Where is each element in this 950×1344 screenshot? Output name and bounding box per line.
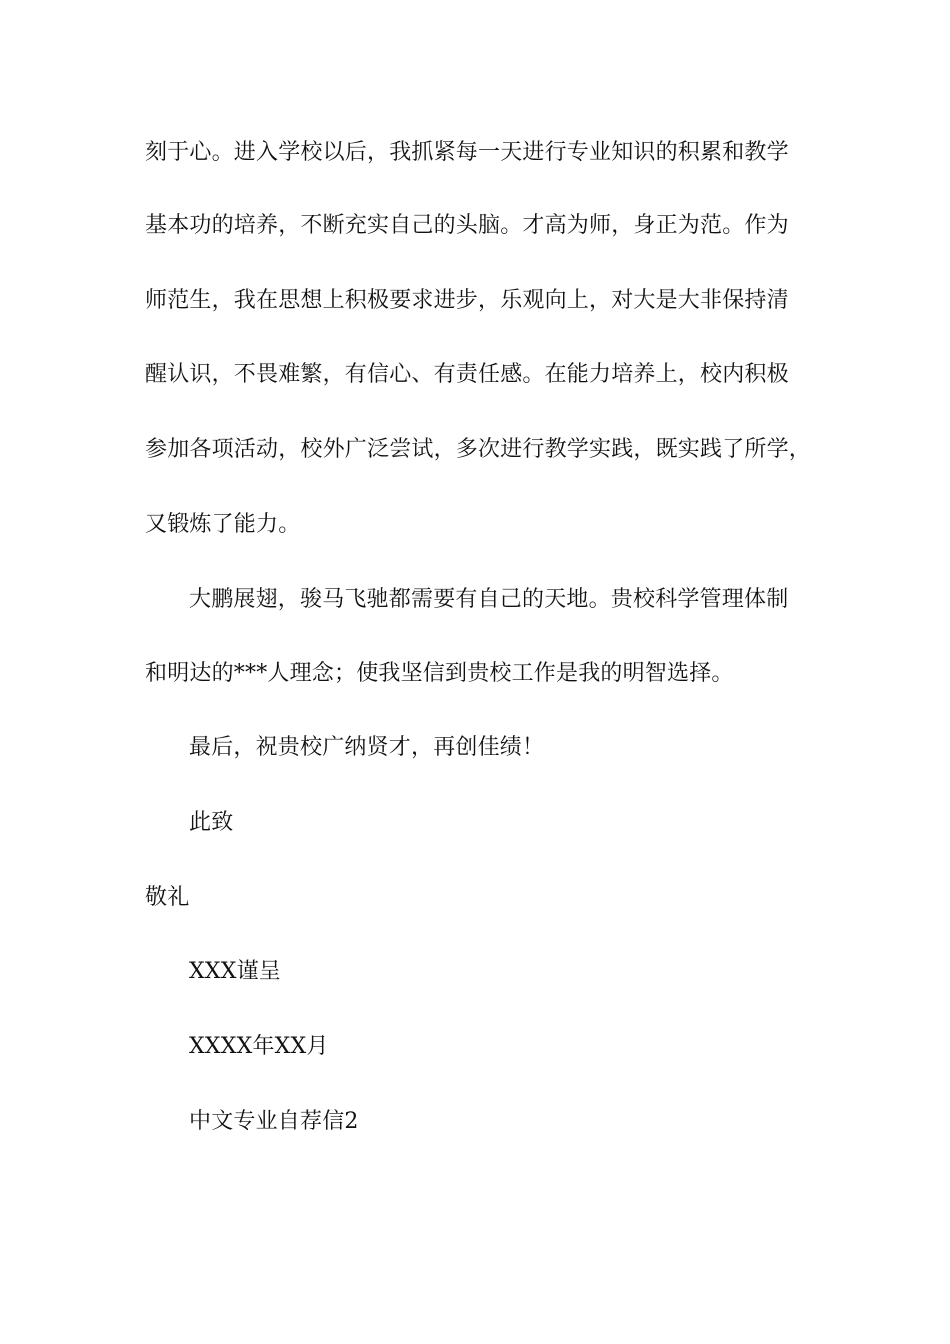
paragraph-line-2: 基本功的培养，不断充实自己的头脑。才高为师，身正为范。作为 [145,213,789,238]
paragraph-line-3: 师范生，我在思想上积极要求进步，乐观向上，对大是大非保持清 [145,288,789,313]
closing-wish: 最后，祝贵校广纳贤才，再创佳绩！ [189,735,545,760]
salutation-jing-li: 敬礼 [145,885,190,910]
salutation-ci-zhi: 此致 [189,810,234,835]
date-line: XXXX年XX月 [189,1034,329,1059]
signature: XXX谨呈 [189,959,281,984]
paragraph-line-5: 参加各项活动，校外广泛尝试，多次进行教学实践，既实践了所学， [145,437,812,462]
paragraph-line-7: 大鹏展翅，骏马飞驰都需要有自己的天地。贵校科学管理体制 [189,587,789,612]
paragraph-line-4: 醒认识，不畏难繁，有信心、有责任感。在能力培养上，校内积极 [145,362,789,387]
next-section-title: 中文专业自荐信2 [189,1109,359,1134]
paragraph-line-6: 又锻炼了能力。 [145,512,301,537]
paragraph-line-1: 刻于心。进入学校以后，我抓紧每一天进行专业知识的积累和教学 [145,140,789,165]
paragraph-line-8: 和明达的***人理念；使我坚信到贵校工作是我的明智选择。 [145,661,734,686]
